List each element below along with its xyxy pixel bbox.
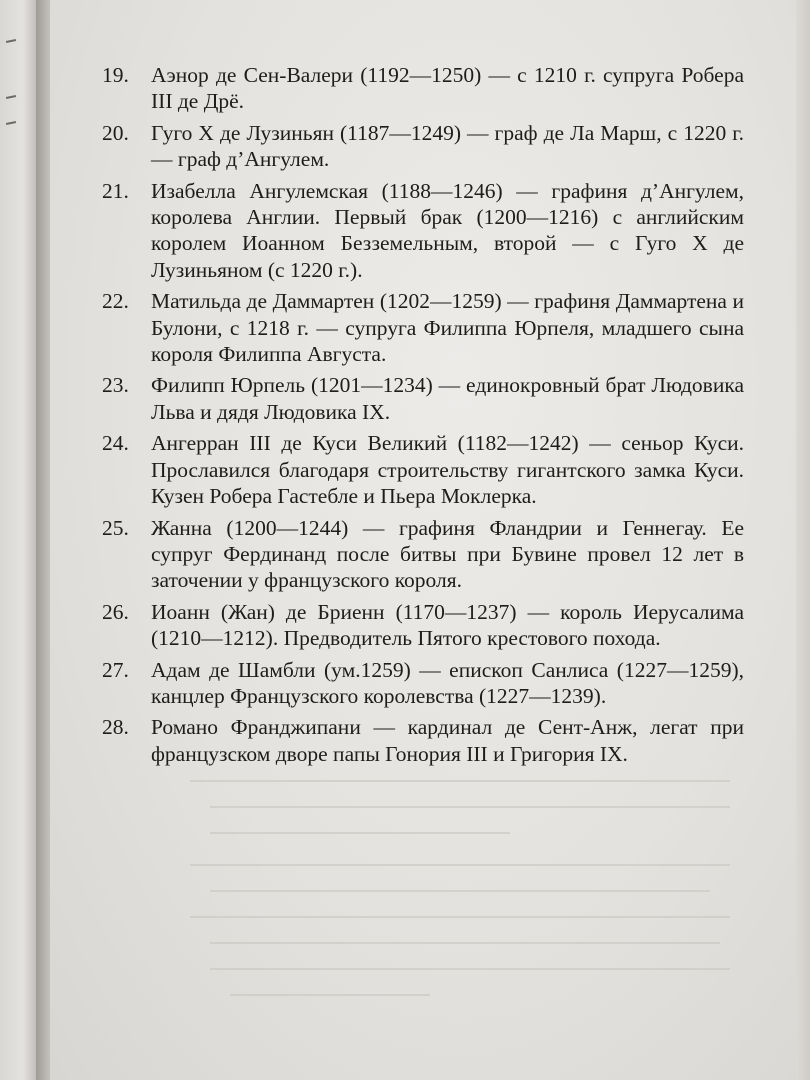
item-text: Ангерран III де Куси Великий (1182—1242) — сеньор Куси. Прославился благодаря строительству гигантского замка Куси. Кузен Робера Гастебле и Пьера Моклерка. <box>151 431 744 509</box>
list-item <box>102 120 744 173</box>
item-text: Аэнор де Сен-Валери (1192—1250) — с 1210 г. супруга Робера III де Дрё. <box>151 63 744 114</box>
item-number: 19. <box>102 63 129 87</box>
item-number: 23. <box>102 373 129 398</box>
list-item <box>102 288 744 367</box>
item-text: Романо Франджипани — кардинал де Сент-Анж, легат при французском дворе папы Гонория III и Григория IX. <box>151 715 744 766</box>
list-item <box>102 430 744 509</box>
page-mark <box>6 39 16 43</box>
list-item <box>102 657 744 710</box>
item-text: Иоанн (Жан) де Бриенн (1170—1237) — король Иерусалима (1210—1212). Предводитель Пятого крестового похода. <box>151 599 744 651</box>
table-surface <box>796 0 810 1080</box>
list-item <box>102 599 744 652</box>
list-item <box>102 714 744 767</box>
page-mark <box>6 121 16 125</box>
list-item <box>102 515 744 594</box>
item-number: 25. <box>102 515 129 540</box>
item-number: 21. <box>102 178 129 203</box>
item-text: Гуго X де Лузиньян (1187—1249) — граф де Ла Марш, с 1220 г. — граф д’Ангулем. <box>151 120 744 172</box>
item-text: Матильда де Даммартен (1202—1259) — графиня Даммартена и Булони, с 1218 г. — супруга Филиппа Юрпеля, младшего сына короля Филиппа Августа. <box>151 289 744 367</box>
item-number: 20. <box>102 120 129 145</box>
item-number: 22. <box>102 289 129 314</box>
item-text: Адам де Шамбли (ум.1259) — епископ Санлиса (1227—1259), канцлер Французского королевства (1227—1239). <box>151 657 744 708</box>
list-item <box>102 178 744 284</box>
item-text: Филипп Юрпель (1201—1234) — единокровный брат Людовика Льва и дядя Людовика IX. <box>151 373 744 424</box>
reverse-side-bleed <box>190 760 750 1060</box>
item-text: Жанна (1200—1244) — графиня Фландрии и Геннегау. Ее супруг Фердинанд после битвы при Бувине провел 12 лет в заточении у французского короля. <box>151 515 744 593</box>
page-mark <box>6 95 16 99</box>
item-number: 27. <box>102 657 129 682</box>
list-item <box>102 62 744 115</box>
item-text: Изабелла Ангулемская (1188—1246) — графиня д’Ангулем, королева Англии. Первый брак (1200—1216) с английским королем Иоанном Безземельным, второй — с Гуго X де Лузиньяном (с 1220 г.). <box>151 178 744 282</box>
list-item <box>102 372 744 425</box>
book-page <box>50 0 796 1080</box>
left-page-edge <box>0 0 38 1080</box>
item-number: 24. <box>102 431 129 456</box>
item-number: 28. <box>102 715 129 740</box>
footnotes-list <box>102 62 744 772</box>
item-number: 26. <box>102 599 129 624</box>
